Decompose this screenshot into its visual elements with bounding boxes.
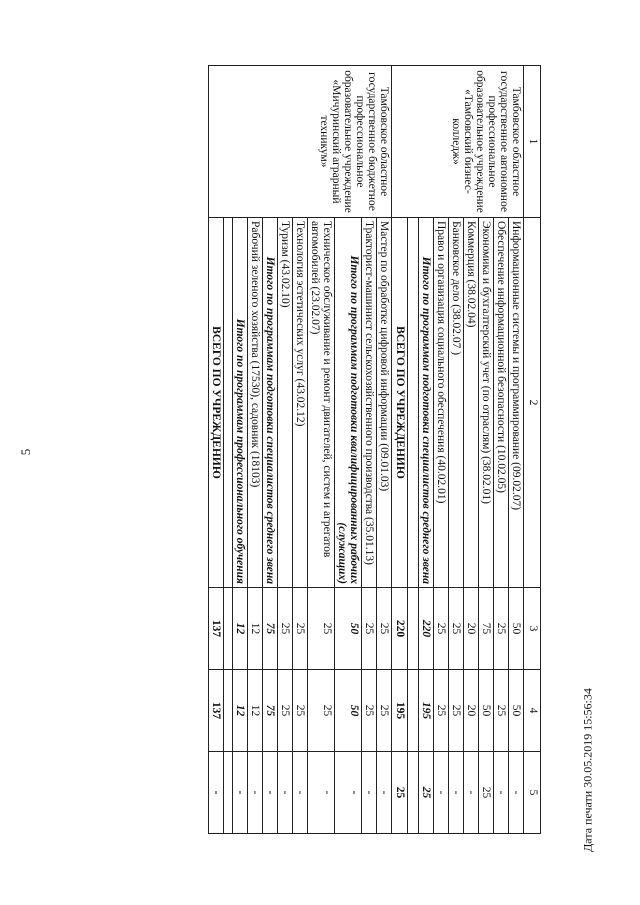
cell-budget: 25 <box>377 670 392 752</box>
institution-name: Тамбовское областное государственное автономное профессиональное образовательное учреждение «Тамбовский бизнес-колледж» <box>392 66 524 218</box>
cell-budget: 75 <box>262 670 277 752</box>
subtotal-label: Итого по программам подготовки специалистов среднего звена <box>418 218 433 588</box>
header-col-2: 2 <box>524 218 541 588</box>
cell-total: 20 <box>463 588 478 670</box>
print-date: Дата печати 30.05.2019 15:56:34 <box>580 688 595 852</box>
program-name: Технология эстетических услуг (43.02.12) <box>293 218 308 588</box>
cell-budget: 50 <box>478 670 493 752</box>
header-col-3: 3 <box>524 588 541 670</box>
subtotal-label: Итого по программам подготовки специалистов среднего звена <box>262 218 277 588</box>
cell-total: 75 <box>262 588 277 670</box>
cell-total: 25 <box>278 588 293 670</box>
header-col-1: 1 <box>524 66 541 218</box>
cell-paid: - <box>278 752 293 834</box>
cell-paid: 25 <box>418 752 433 834</box>
program-name: Обеспечение информационной безопасности (10.02.05) <box>493 218 508 588</box>
cell-budget: 25 <box>308 670 335 752</box>
header-row <box>524 66 541 834</box>
subtotal-label: Итого по программам подготовки квалифицированных рабочих (служащих) <box>335 218 362 588</box>
total-label: ВСЕГО ПО УЧРЕЖДЕНИЮ <box>208 218 223 588</box>
table-row <box>508 66 523 834</box>
cell-budget: 50 <box>508 670 523 752</box>
cell-budget: 25 <box>278 670 293 752</box>
cell-total: 25 <box>362 588 377 670</box>
program-name: Право и организация социального обеспечения (40.02.01) <box>433 218 448 588</box>
cell-paid: - <box>433 752 448 834</box>
cell-budget: 195 <box>418 670 433 752</box>
cell-paid: - <box>293 752 308 834</box>
cell-paid: 25 <box>392 752 407 834</box>
cell-total: 50 <box>508 588 523 670</box>
cell-budget: 25 <box>493 670 508 752</box>
cell-total: 220 <box>392 588 407 670</box>
cell-paid: - <box>262 752 277 834</box>
admission-plan-table <box>208 65 541 834</box>
program-name: Банковское дело (38.02.07 ) <box>448 218 463 588</box>
cell-total: 12 <box>247 588 262 670</box>
cell-budget: 25 <box>293 670 308 752</box>
institution-name: Тамбовское областное государственное бюджетное профессиональное образовательное учреждение «Мичуринский аграрный техникум» <box>208 66 392 218</box>
program-name: Информационные системы и программирование (09.02.07) <box>508 218 523 588</box>
cell-paid: - <box>308 752 335 834</box>
cell-total: 75 <box>478 588 493 670</box>
cell-budget: 195 <box>392 670 407 752</box>
cell-paid: - <box>377 752 392 834</box>
cell-paid: - <box>362 752 377 834</box>
cell-paid: - <box>247 752 262 834</box>
program-name: Мастер по обработке цифровой информации (09.01.03) <box>377 218 392 588</box>
cell-total: 25 <box>448 588 463 670</box>
cell-total: 12 <box>232 588 247 670</box>
cell-total: 25 <box>308 588 335 670</box>
table-row <box>377 66 392 834</box>
cell-total: 50 <box>335 588 362 670</box>
program-name: Коммерция (38.02.04) <box>463 218 478 588</box>
cell-total: 220 <box>418 588 433 670</box>
cell-paid: - <box>508 752 523 834</box>
cell-total: 25 <box>433 588 448 670</box>
cell-total: 137 <box>208 588 223 670</box>
rotated-table-container <box>61 65 541 833</box>
cell-paid: - <box>493 752 508 834</box>
program-name: Тракторист-машинист сельскохозяйственного производства (35.01.13) <box>362 218 377 588</box>
header-col-4: 4 <box>524 670 541 752</box>
page-number: 5 <box>18 448 33 456</box>
cell-paid: - <box>448 752 463 834</box>
cell-budget: 12 <box>232 670 247 752</box>
cell-budget: 50 <box>335 670 362 752</box>
cell-budget: 25 <box>362 670 377 752</box>
total-label: ВСЕГО ПО УЧРЕЖДЕНИЮ <box>392 218 407 588</box>
program-name: Рабочий зеленого хозяйства (17530), садовник (18103) <box>247 218 262 588</box>
cell-budget: 20 <box>463 670 478 752</box>
cell-total: 25 <box>377 588 392 670</box>
cell-paid: - <box>208 752 223 834</box>
cell-total: 25 <box>493 588 508 670</box>
cell-budget: 25 <box>433 670 448 752</box>
program-name: Туризм (43.02.10) <box>278 218 293 588</box>
cell-total: 25 <box>293 588 308 670</box>
subtotal-label: Итого по программам профессионального обучения <box>232 218 247 588</box>
cell-budget: 137 <box>208 670 223 752</box>
program-name: Техническое обслуживание и ремонт двигателей, систем и агрегатов автомобилей (23.02.07) <box>308 218 335 588</box>
cell-paid: - <box>335 752 362 834</box>
cell-budget: 12 <box>247 670 262 752</box>
program-name: Экономика и бухгалтерский учет (по отраслям) (38.02.01) <box>478 218 493 588</box>
cell-paid: - <box>463 752 478 834</box>
cell-paid: - <box>232 752 247 834</box>
cell-paid: 25 <box>478 752 493 834</box>
cell-budget: 25 <box>448 670 463 752</box>
header-col-5: 5 <box>524 752 541 834</box>
